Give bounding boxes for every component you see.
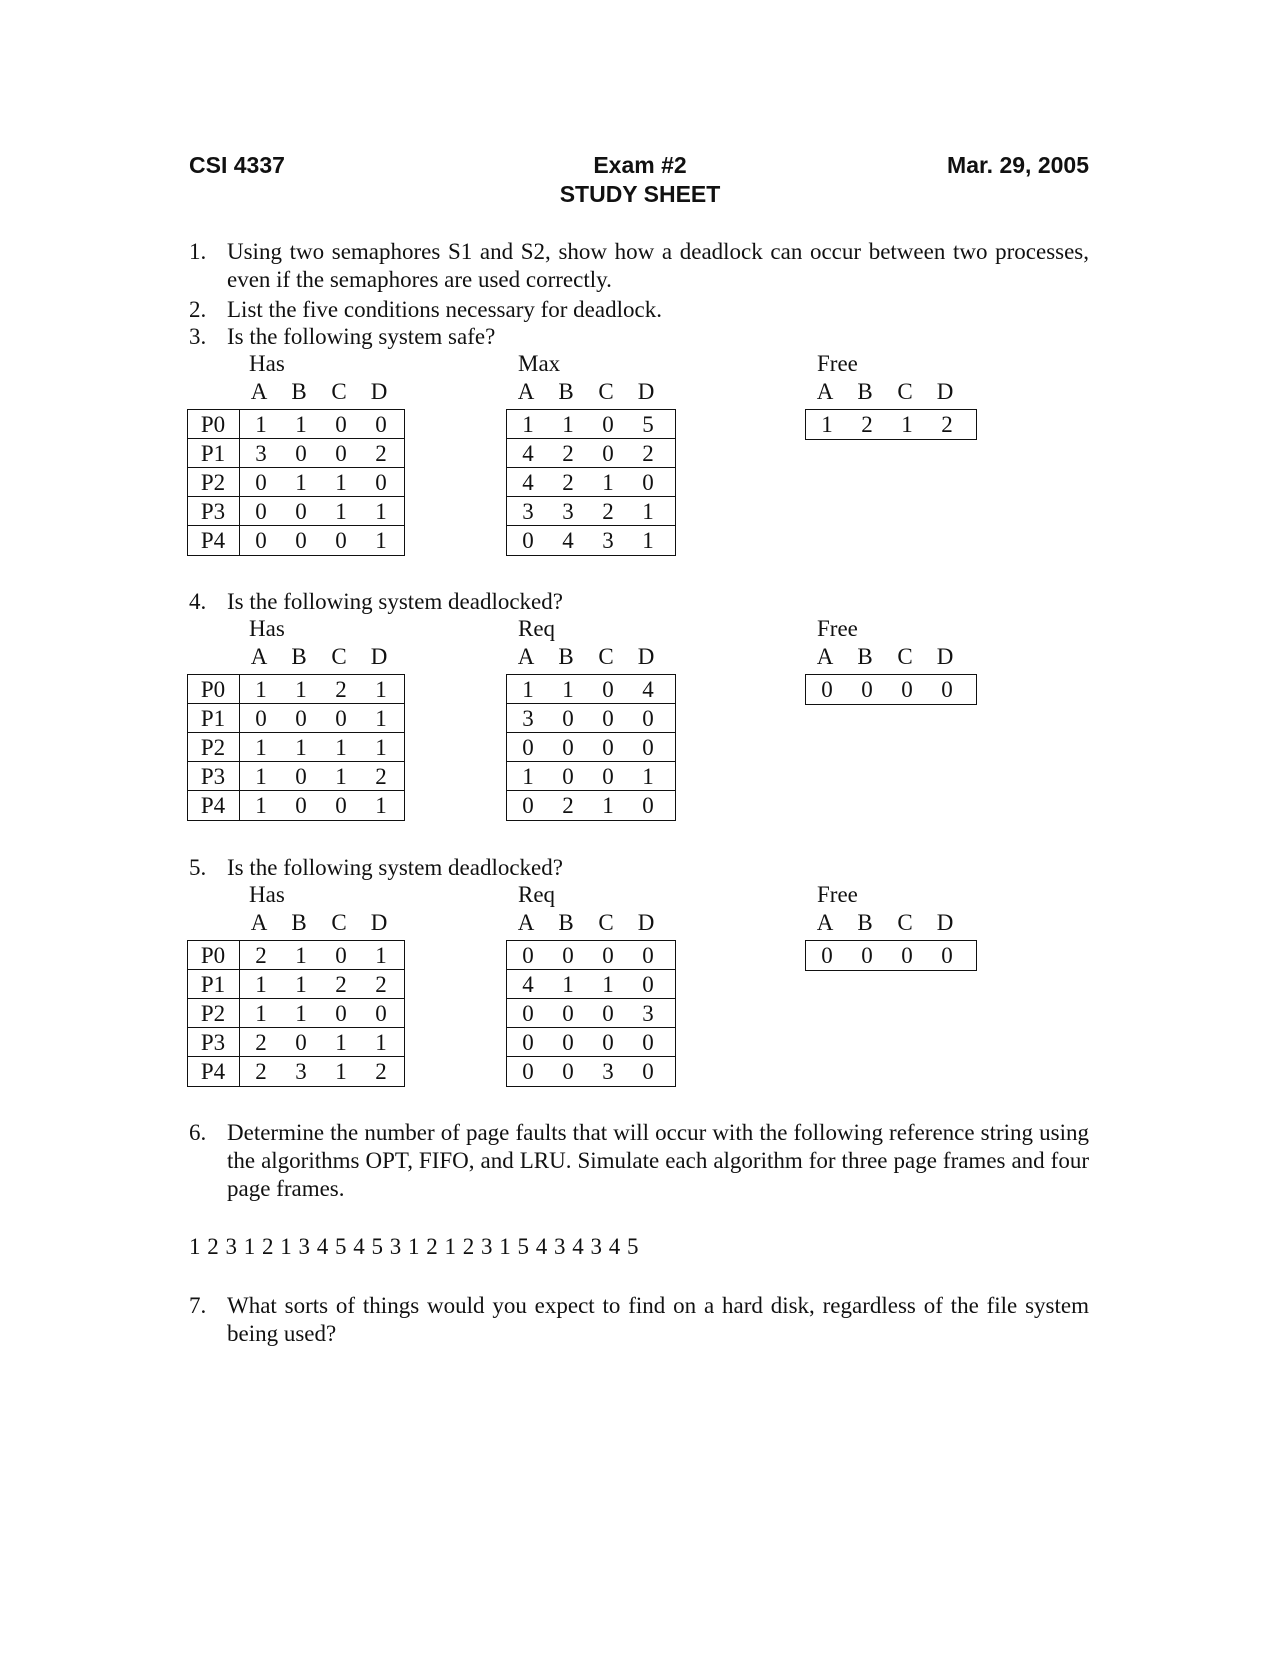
free-column-header: A — [816, 910, 834, 935]
has-cell: 1 — [255, 972, 267, 997]
has-cell: 1 — [295, 1001, 307, 1026]
req-cell: 0 — [642, 972, 654, 997]
req-cell: 0 — [642, 1030, 654, 1055]
req-matrix-title: Req — [518, 882, 556, 907]
free-column-header: B — [857, 910, 873, 935]
second-column-header: C — [598, 644, 614, 669]
max-cell: 3 — [602, 528, 614, 553]
has-cell: 0 — [255, 706, 267, 731]
has-cell: 1 — [335, 735, 347, 760]
exam-title: Exam #2 — [593, 152, 687, 178]
has-column-header: B — [291, 910, 307, 935]
free-cell: 0 — [901, 677, 913, 702]
question-1-text: Using two semaphores S1 and S2, show how a deadlock can occur between two processes, even if the semaphores are used correctly. — [227, 239, 1089, 292]
max-cell: 1 — [562, 412, 574, 437]
has-cell: 2 — [255, 1059, 267, 1084]
has-cell: 1 — [375, 706, 387, 731]
req-cell: 0 — [602, 735, 614, 760]
has-cell: 0 — [255, 528, 267, 553]
question-7-text: What sorts of things would you expect to find on a hard disk, regardless of the file system being used? — [227, 1293, 1089, 1346]
req-cell: 4 — [642, 677, 654, 702]
has-column-header: B — [291, 644, 307, 669]
req-cell: 0 — [562, 1001, 574, 1026]
question-4-number: 4. — [189, 589, 207, 614]
max-cell: 3 — [522, 499, 534, 524]
req-cell: 0 — [522, 1059, 534, 1084]
process-label: P3 — [200, 764, 226, 789]
free-column-header: C — [897, 644, 913, 669]
req-cell: 0 — [602, 943, 614, 968]
has-cell: 1 — [375, 677, 387, 702]
max-cell: 2 — [562, 470, 574, 495]
req-cell: 0 — [642, 706, 654, 731]
req-cell: 0 — [522, 735, 534, 760]
free-vector-title: Free — [817, 351, 858, 376]
has-cell: 2 — [375, 441, 387, 466]
max-cell: 5 — [642, 412, 654, 437]
second-column-header: C — [598, 910, 614, 935]
max-cell: 1 — [522, 412, 534, 437]
has-column-header: A — [250, 644, 268, 669]
has-cell: 0 — [295, 793, 307, 818]
max-cell: 0 — [522, 528, 534, 553]
has-matrix-title: Has — [249, 616, 285, 641]
has-cell: 2 — [375, 764, 387, 789]
has-label-divider — [239, 940, 240, 1087]
req-cell: 1 — [522, 764, 534, 789]
free-column-header: D — [936, 910, 954, 935]
max-cell: 3 — [562, 499, 574, 524]
question-5-number: 5. — [189, 855, 207, 880]
has-cell: 0 — [335, 441, 347, 466]
process-label: P3 — [200, 499, 226, 524]
has-cell: 1 — [295, 972, 307, 997]
max-cell: 4 — [522, 441, 534, 466]
has-cell: 1 — [255, 764, 267, 789]
has-cell: 0 — [255, 499, 267, 524]
exam-subtitle: STUDY SHEET — [559, 181, 721, 207]
free-cell: 0 — [941, 943, 953, 968]
has-cell: 0 — [255, 470, 267, 495]
has-cell: 3 — [295, 1059, 307, 1084]
req-cell: 0 — [602, 764, 614, 789]
free-cell: 2 — [941, 412, 953, 437]
has-cell: 1 — [295, 470, 307, 495]
has-cell: 1 — [295, 677, 307, 702]
has-column-header: C — [331, 910, 347, 935]
req-cell: 1 — [522, 677, 534, 702]
has-cell: 1 — [375, 735, 387, 760]
max-cell: 4 — [562, 528, 574, 553]
free-cell: 0 — [821, 943, 833, 968]
has-cell: 0 — [335, 528, 347, 553]
req-cell: 0 — [642, 1059, 654, 1084]
req-cell: 0 — [562, 943, 574, 968]
req-cell: 0 — [562, 735, 574, 760]
req-cell: 0 — [562, 764, 574, 789]
max-cell: 1 — [642, 528, 654, 553]
second-column-header: D — [637, 644, 655, 669]
req-cell: 3 — [522, 706, 534, 731]
has-column-header: A — [250, 379, 268, 404]
question-4-text: Is the following system deadlocked? — [227, 589, 563, 614]
has-cell: 1 — [375, 1030, 387, 1055]
has-cell: 1 — [375, 943, 387, 968]
has-column-header: C — [331, 644, 347, 669]
has-cell: 1 — [335, 499, 347, 524]
free-column-header: B — [857, 379, 873, 404]
free-cell: 0 — [821, 677, 833, 702]
free-column-header: C — [897, 379, 913, 404]
has-cell: 0 — [375, 470, 387, 495]
req-cell: 2 — [562, 793, 574, 818]
has-cell: 1 — [295, 943, 307, 968]
second-column-header: D — [637, 379, 655, 404]
req-cell: 0 — [522, 943, 534, 968]
process-label: P1 — [200, 706, 226, 731]
max-cell: 0 — [602, 441, 614, 466]
has-cell: 1 — [375, 528, 387, 553]
has-cell: 0 — [295, 1030, 307, 1055]
has-cell: 1 — [295, 735, 307, 760]
process-label: P0 — [200, 943, 226, 968]
has-column-header: C — [331, 379, 347, 404]
has-cell: 0 — [295, 764, 307, 789]
process-label: P2 — [200, 735, 226, 760]
max-cell: 2 — [562, 441, 574, 466]
has-cell: 0 — [335, 706, 347, 731]
has-cell: 0 — [295, 706, 307, 731]
has-cell: 2 — [375, 972, 387, 997]
has-column-header: D — [370, 644, 388, 669]
has-cell: 1 — [255, 1001, 267, 1026]
has-cell: 1 — [335, 470, 347, 495]
has-cell: 2 — [255, 943, 267, 968]
req-cell: 0 — [602, 706, 614, 731]
has-cell: 0 — [295, 528, 307, 553]
has-cell: 0 — [335, 412, 347, 437]
free-cell: 0 — [941, 677, 953, 702]
req-cell: 0 — [522, 793, 534, 818]
has-cell: 1 — [295, 412, 307, 437]
req-cell: 0 — [562, 1059, 574, 1084]
second-column-header: D — [637, 910, 655, 935]
req-cell: 0 — [642, 943, 654, 968]
req-cell: 0 — [562, 706, 574, 731]
req-cell: 0 — [522, 1030, 534, 1055]
req-cell: 0 — [522, 1001, 534, 1026]
free-column-header: B — [857, 644, 873, 669]
has-cell: 0 — [335, 1001, 347, 1026]
has-cell: 2 — [335, 972, 347, 997]
question-3-number: 3. — [189, 324, 207, 349]
process-label: P4 — [200, 793, 226, 818]
req-cell: 4 — [522, 972, 534, 997]
max-cell: 1 — [642, 499, 654, 524]
question-6-number: 6. — [189, 1120, 207, 1145]
free-column-header: A — [816, 379, 834, 404]
has-column-header: B — [291, 379, 307, 404]
req-cell: 0 — [642, 735, 654, 760]
free-cell: 1 — [821, 412, 833, 437]
has-cell: 0 — [335, 943, 347, 968]
has-cell: 1 — [375, 793, 387, 818]
has-cell: 2 — [335, 677, 347, 702]
has-cell: 3 — [255, 441, 267, 466]
free-cell: 0 — [861, 677, 873, 702]
process-label: P3 — [200, 1030, 226, 1055]
req-cell: 3 — [602, 1059, 614, 1084]
req-cell: 0 — [602, 677, 614, 702]
has-cell: 1 — [255, 677, 267, 702]
process-label: P0 — [200, 412, 226, 437]
has-cell: 1 — [255, 793, 267, 818]
second-column-header: C — [598, 379, 614, 404]
req-cell: 3 — [642, 1001, 654, 1026]
has-matrix-title: Has — [249, 882, 285, 907]
req-cell: 0 — [562, 1030, 574, 1055]
has-label-divider — [239, 674, 240, 821]
has-cell: 0 — [335, 793, 347, 818]
free-cell: 0 — [901, 943, 913, 968]
free-cell: 2 — [861, 412, 873, 437]
free-column-header: C — [897, 910, 913, 935]
has-cell: 1 — [335, 1059, 347, 1084]
second-column-header: A — [517, 379, 535, 404]
second-column-header: B — [558, 910, 574, 935]
question-1-number: 1. — [189, 239, 207, 264]
max-matrix-title: Max — [518, 351, 561, 376]
free-vector-title: Free — [817, 616, 858, 641]
max-cell: 1 — [602, 470, 614, 495]
process-label: P4 — [200, 1059, 226, 1084]
second-column-header: A — [517, 644, 535, 669]
question-2-text: List the five conditions necessary for deadlock. — [227, 297, 662, 322]
has-cell: 1 — [335, 1030, 347, 1055]
question-7-number: 7. — [189, 1293, 207, 1318]
has-cell: 0 — [375, 412, 387, 437]
max-cell: 0 — [602, 412, 614, 437]
req-cell: 0 — [642, 793, 654, 818]
process-label: P0 — [200, 677, 226, 702]
has-cell: 1 — [375, 499, 387, 524]
max-cell: 4 — [522, 470, 534, 495]
req-cell: 0 — [602, 1001, 614, 1026]
req-cell: 1 — [602, 793, 614, 818]
max-cell: 2 — [642, 441, 654, 466]
has-cell: 2 — [375, 1059, 387, 1084]
has-column-header: D — [370, 910, 388, 935]
req-cell: 1 — [562, 677, 574, 702]
process-label: P2 — [200, 1001, 226, 1026]
has-label-divider — [239, 409, 240, 556]
req-cell: 1 — [602, 972, 614, 997]
free-cell: 0 — [861, 943, 873, 968]
req-cell: 0 — [602, 1030, 614, 1055]
max-cell: 0 — [642, 470, 654, 495]
has-column-header: D — [370, 379, 388, 404]
free-column-header: A — [816, 644, 834, 669]
req-cell: 1 — [642, 764, 654, 789]
has-cell: 1 — [255, 735, 267, 760]
question-3-text: Is the following system safe? — [227, 324, 496, 349]
process-label: P1 — [200, 972, 226, 997]
question-6-text: Determine the number of page faults that will occur with the following reference string using the algorithms OPT, FIFO, and LRU. Simulate each algorithm for three page frames and four page frames. — [227, 1120, 1089, 1201]
process-label: P4 — [200, 528, 226, 553]
has-column-header: A — [250, 910, 268, 935]
req-cell: 1 — [562, 972, 574, 997]
has-cell: 0 — [375, 1001, 387, 1026]
has-cell: 0 — [295, 441, 307, 466]
free-column-header: D — [936, 379, 954, 404]
free-cell: 1 — [901, 412, 913, 437]
req-matrix-title: Req — [518, 616, 556, 641]
question-2-number: 2. — [189, 297, 207, 322]
max-cell: 2 — [602, 499, 614, 524]
question-5-text: Is the following system deadlocked? — [227, 855, 563, 880]
course-code: CSI 4337 — [189, 152, 285, 178]
second-column-header: A — [517, 910, 535, 935]
has-matrix-title: Has — [249, 351, 285, 376]
second-column-header: B — [558, 644, 574, 669]
has-cell: 2 — [255, 1030, 267, 1055]
second-column-header: B — [558, 379, 574, 404]
reference-string: 1 2 3 1 2 1 3 4 5 4 5 3 1 2 1 2 3 1 5 4 3 4 3 4 5 — [189, 1234, 639, 1259]
has-cell: 0 — [295, 499, 307, 524]
exam-date: Mar. 29, 2005 — [947, 152, 1089, 178]
free-vector-title: Free — [817, 882, 858, 907]
has-cell: 1 — [335, 764, 347, 789]
has-cell: 1 — [255, 412, 267, 437]
process-label: P2 — [200, 470, 226, 495]
free-column-header: D — [936, 644, 954, 669]
process-label: P1 — [200, 441, 226, 466]
